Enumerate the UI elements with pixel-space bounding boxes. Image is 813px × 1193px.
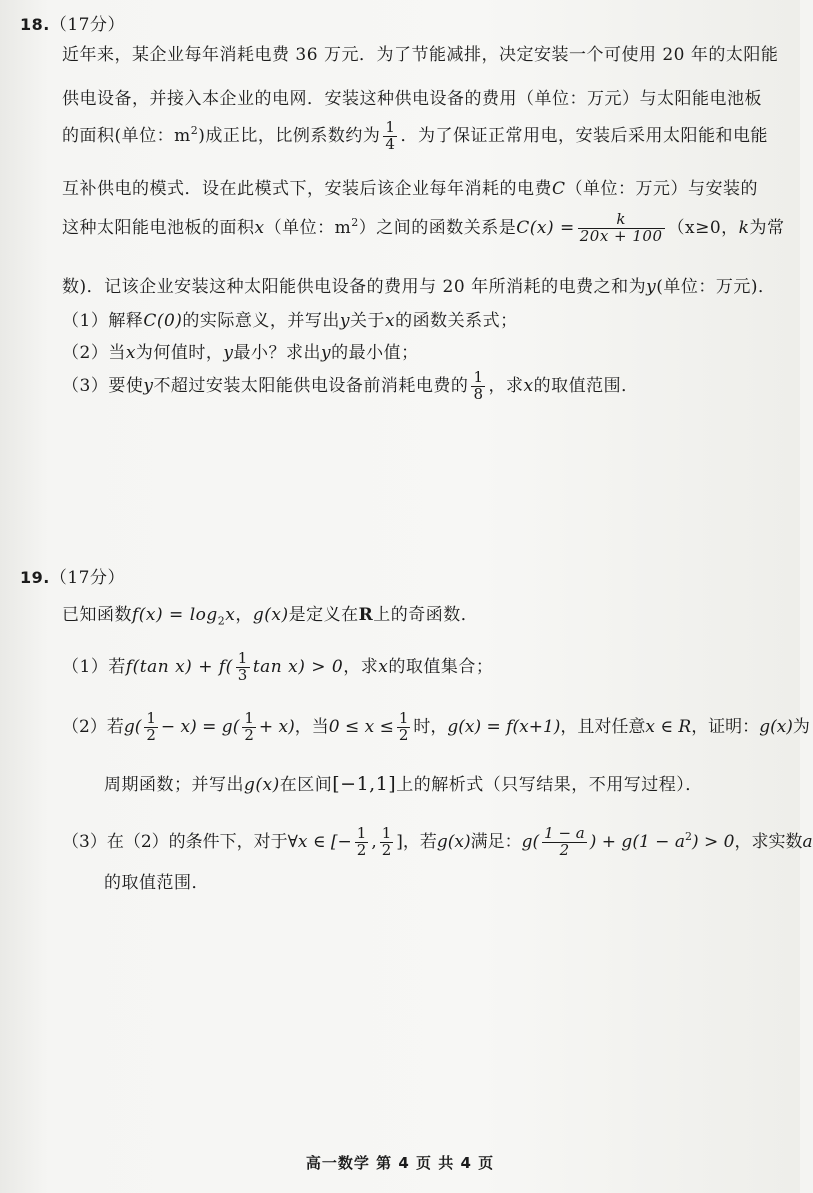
q18-text: 的函数关系式； [395,311,518,331]
q18-text: 供电设备，并接入本企业的电网．安装这种供电设备的费用（单位：万元）与太阳能电池板 [62,89,762,109]
variable: C [552,179,566,199]
subscript: 2 [217,614,226,628]
q19-text: 上的奇函数． [373,605,479,625]
q18-text: （x≥0， [667,217,739,238]
variable: x [225,605,236,625]
q19-text: 为 [792,716,810,737]
variable: y [646,277,657,297]
function-expression: g(x) [252,605,289,625]
q18-header [20,10,125,35]
numerator: 1 [244,709,254,727]
q19-text: 上的解析式（只写结果，不用写过程）． [396,775,703,795]
function-expression: − x) = g( [160,716,240,737]
q18-paragraph-line-1 [62,40,778,65]
q18-text: 最小？求出 [233,343,322,363]
comma: , [371,831,377,852]
variable: x [523,375,534,396]
function-expression: f(x) = log [132,605,218,625]
q18-paragraph-line-6 [62,272,775,297]
q18-subquestion-1 [62,306,518,331]
variable: y [143,375,154,396]
numerator: 1 [356,824,367,842]
superscript: 2 [190,124,199,138]
q18-text: ，求 [488,375,524,396]
fraction-one-half [380,826,394,859]
q19-subquestion-1 [62,651,493,684]
page-footer: 高一数学 第 4 页 共 4 页 [305,1154,495,1172]
denominator: 2 [356,840,367,859]
function-expression: + x) [258,716,295,737]
q19-text: 满足： [470,831,522,852]
q19-text: ，当 [294,716,329,737]
numerator: 1 [381,824,392,842]
variable: k [738,217,750,238]
function-expression: C(x) = [516,217,575,238]
q18-paragraph-line-2 [62,84,762,109]
set-membership-expression: x ∈ R [645,716,692,737]
q18-text: （单位：万元）与安装的 [565,179,759,199]
function-expression: C(0) [143,311,183,331]
q18-text: 近年来，某企业每年消耗电费 36 万元．为了节能减排，决定安装一个可使用 20 年的太阳能 [62,45,779,65]
q18-points: （17分） [49,15,125,35]
q19-subquestion-3-line-2 [104,868,209,893]
function-expression: g( [123,716,142,737]
q19-text: ，证明： [691,716,760,737]
denominator: 4 [385,134,396,153]
q19-text: 是定义在 [288,605,359,625]
q18-text: （2）当 [62,343,126,363]
numerator: 1 − a [544,824,585,842]
denominator: 2 [381,840,392,859]
q19-text: （3）在（2）的条件下，对于 [62,831,288,852]
fraction-one-half [397,711,411,744]
q18-text: 的面积(单位：m [62,125,191,146]
denominator: 3 [237,665,248,684]
q18-text: 数)．记该企业安装这种太阳能供电设备的费用与 20 年所消耗的电费之和为 [62,277,647,297]
q18-subquestion-3 [62,370,639,403]
numerator: 1 [146,709,156,727]
variable: y [321,343,332,363]
q18-text: 互补供电的模式．设在此模式下，安装后该企业每年消耗的电费 [62,179,552,199]
numerator: 1 [237,649,248,667]
variable: a [802,831,813,852]
q19-text: 已知函数 [62,605,132,625]
fraction-one-half [144,711,158,744]
numerator: 1 [385,118,396,136]
q19-points: （17分） [49,568,125,588]
q19-intro [62,600,479,628]
q18-paragraph-line-5 [62,212,784,245]
fraction-one-quarter [383,120,397,153]
q18-paragraph-line-3 [62,120,768,153]
q18-text: 为何值时， [135,343,224,363]
function-expression: g(x) [759,716,793,737]
denominator: 8 [473,384,484,403]
function-expression: tan x) > 0 [252,656,344,677]
fraction-one-minus-a-over-2 [542,826,587,859]
function-expression: g(x) [436,831,471,852]
function-expression: g(x) = f(x+1) [447,716,561,737]
function-expression: ) > 0 [691,831,735,852]
denominator: 2 [244,725,254,744]
numerator: 1 [473,368,484,386]
q19-text: 的取值范围． [104,873,209,893]
interval-expression: [−1,1] [332,773,397,795]
q18-text: (单位：万元)． [656,277,776,297]
function-expression: f(tan x) + f( [125,656,233,677]
q19-text: ，且对任意 [560,716,646,737]
q18-text: 这种太阳能电池板的面积 [62,217,255,238]
q18-subquestion-2 [62,338,419,363]
q18-text: ．为了保证正常用电，安装后采用太阳能和电能 [400,125,768,146]
q19-text: ，若 [402,831,437,852]
variable: x [254,217,265,238]
q19-text: （1）若 [62,656,126,677]
q18-text: 为常 [749,217,785,238]
q19-text: 时， [413,716,448,737]
q18-number: 18. [20,15,50,34]
q19-text: 周期函数；并写出 [104,775,244,795]
q18-text: ）之间的函数关系是 [358,217,517,238]
numerator: 1 [398,709,409,727]
function-expression: g( [521,831,540,852]
q18-text: （1）解释 [62,311,144,331]
q19-text: 的取值集合； [388,656,494,677]
q18-text: （3）要使 [62,375,144,396]
q18-paragraph-line-4 [62,174,758,199]
q19-text: （2）若 [62,716,124,737]
q19-text: 在区间 [279,775,333,795]
fraction-one-eighth [471,370,485,403]
function-expression: ) + g(1 − a [589,831,685,852]
q19-text: ， [235,605,253,625]
q19-subquestion-2 [62,711,810,744]
q18-text: 的最小值； [331,343,419,363]
fraction-one-third [236,651,250,684]
q18-text: 不超过安装太阳能供电设备前消耗电费的 [153,375,469,396]
q19-subquestion-2-line-2 [104,770,703,795]
numerator: k [616,210,626,228]
denominator: 2 [398,725,409,744]
inequality-expression: 0 ≤ x ≤ [328,716,394,737]
q19-subquestion-3 [62,826,813,859]
q18-text: )成正比，比例系数约为 [198,125,381,146]
denominator: 20x + 100 [579,226,663,245]
q19-header [20,563,125,588]
fraction-k-over-20x-plus-100 [578,212,665,245]
q19-text: ，求实数 [734,831,803,852]
q18-text: 的取值范围． [533,375,639,396]
bracket: ] [396,831,403,852]
real-numbers-symbol: R [358,605,374,625]
superscript: 2 [351,216,359,230]
variable: y [223,343,234,363]
fraction-one-half [355,826,369,859]
q18-text: 的实际意义，并写出 [182,311,340,331]
q19-number: 19. [20,568,50,587]
variable: x [378,656,389,677]
variable: x [125,343,136,363]
q18-text: 关于 [350,311,386,331]
denominator: 2 [542,842,587,859]
function-expression: g(x) [244,775,280,795]
fraction-one-half [242,711,256,744]
q19-text: ，求 [343,656,379,677]
q18-text: （单位：m [264,217,352,238]
denominator: 2 [146,725,156,744]
variable: y [339,311,351,331]
superscript: 2 [684,830,692,844]
variable: x [385,311,396,331]
quantifier-expression: ∀x ∈ [− [287,831,352,852]
